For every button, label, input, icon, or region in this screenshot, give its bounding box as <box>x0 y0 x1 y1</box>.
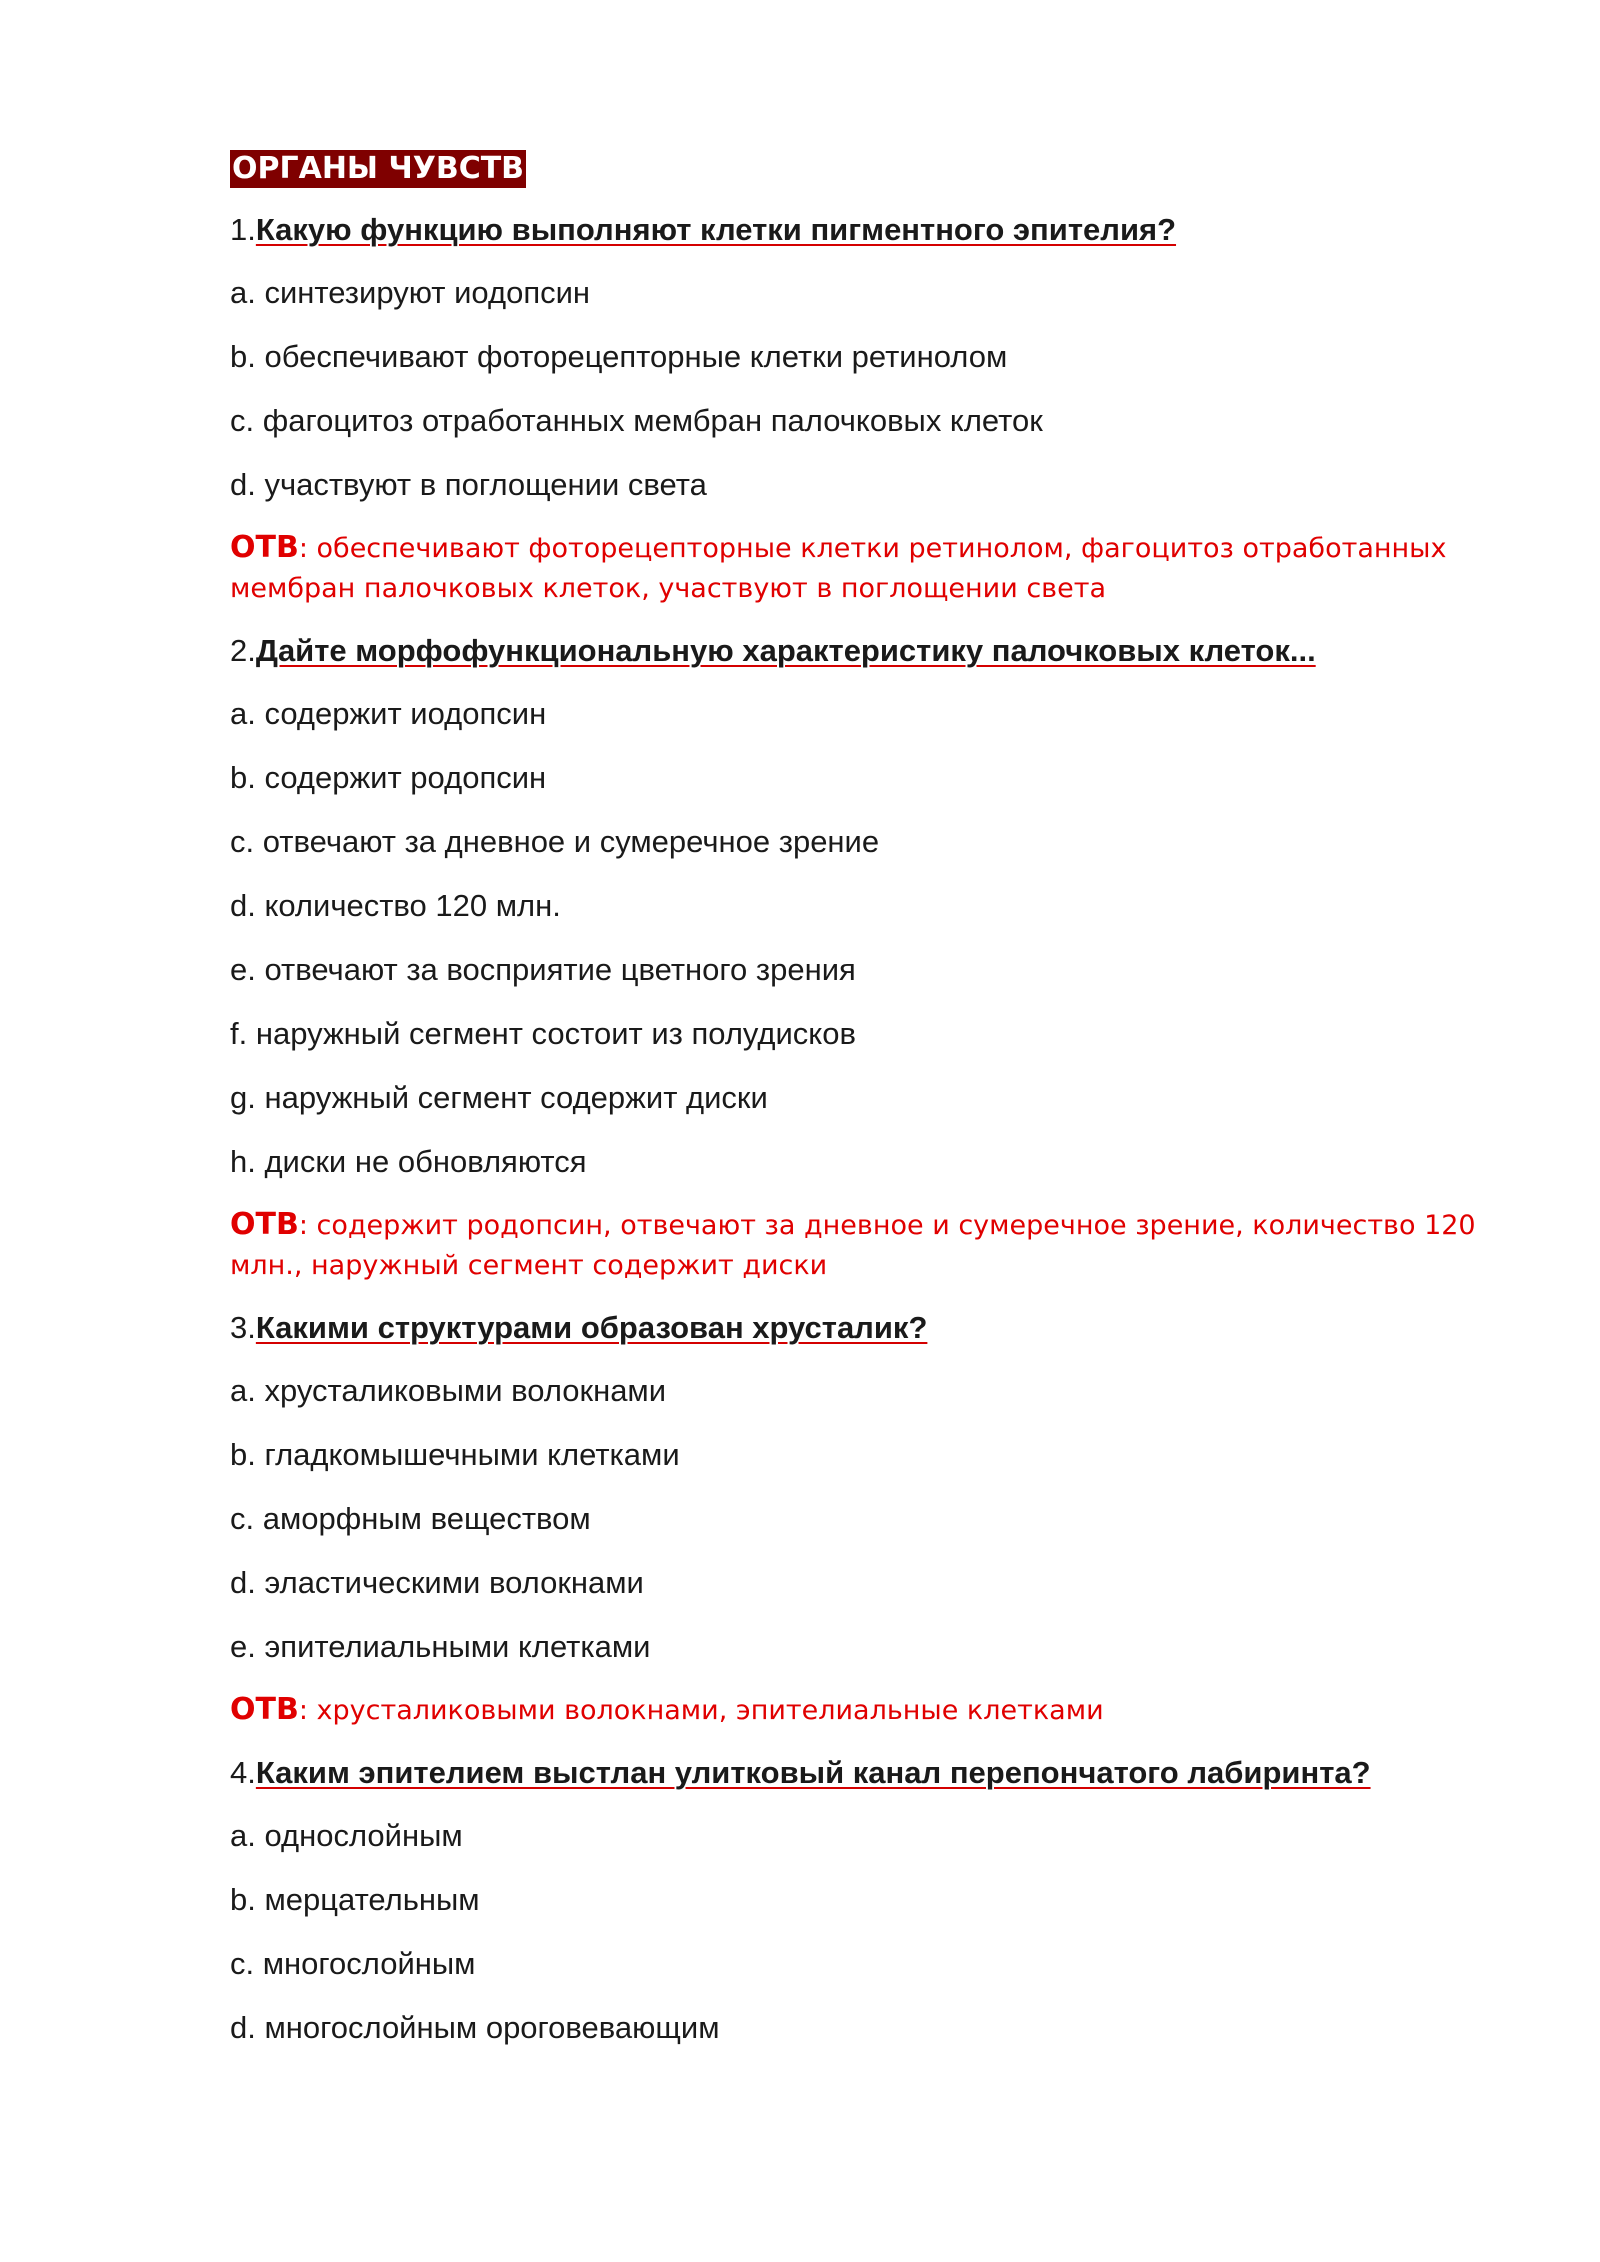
question-1 <box>230 210 1480 609</box>
option-d: d. количество 120 млн. <box>230 888 561 923</box>
question-2 <box>230 631 1480 1286</box>
question-heading <box>230 631 1480 671</box>
question-text: Какую функцию выполняют клетки пигментного эпителия? <box>255 212 1177 247</box>
question-number: 2. <box>230 633 256 668</box>
answer-label: ОТВ <box>230 1207 299 1242</box>
question-text: Каким эпителием выстлан улитковый канал перепончатого лабиринта? <box>255 1755 1371 1790</box>
question-text: Дайте морфофункциональную характеристику палочковых клеток... <box>255 633 1316 668</box>
question-4 <box>230 1753 1480 2049</box>
option-b: b. мерцательным <box>230 1882 480 1917</box>
question-heading <box>230 210 1480 250</box>
question-number: 4. <box>230 1755 256 1790</box>
question-text: Какими структурами образован хрусталик? <box>255 1310 928 1345</box>
answer <box>230 1205 1480 1286</box>
question-number: 1. <box>230 212 256 247</box>
option-c: c. отвечают за дневное и сумеречное зрение <box>230 824 880 859</box>
option-a: a. хрусталиковыми волокнами <box>230 1373 667 1408</box>
option-h: h. диски не обновляются <box>230 1144 587 1179</box>
question-number: 3. <box>230 1310 256 1345</box>
option-d: d. многослойным ороговевающим <box>230 2010 720 2045</box>
answer-text: : хрусталиковыми волокнами, эпителиальные клетками <box>298 1695 1104 1726</box>
option-c: c. многослойным <box>230 1946 476 1981</box>
answer-label: ОТВ <box>230 1692 299 1727</box>
option-f: f. наружный сегмент состоит из полудисков <box>230 1016 856 1051</box>
option-c: c. фагоцитоз отработанных мембран палочковых клеток <box>230 403 1043 438</box>
question-heading <box>230 1308 1480 1348</box>
document-page <box>230 150 1480 2071</box>
question-heading <box>230 1753 1480 1793</box>
option-d: d. участвуют в поглощении света <box>230 467 707 502</box>
option-g: g. наружный сегмент содержит диски <box>230 1080 768 1115</box>
option-b: b. содержит родопсин <box>230 760 547 795</box>
option-e: e. эпителиальными клетками <box>230 1629 651 1664</box>
answer-text: : обеспечивают фоторецепторные клетки ретинолом, фагоцитоз отработанных мембран палочковых клеток, участвуют в поглощении света <box>230 533 1447 604</box>
option-a: a. содержит иодопсин <box>230 696 547 731</box>
option-a: a. однослойным <box>230 1818 463 1853</box>
section-title: ОРГАНЫ ЧУВСТВ <box>232 151 525 186</box>
option-b: b. обеспечивают фоторецепторные клетки ретинолом <box>230 339 1008 374</box>
option-d: d. эластическими волокнами <box>230 1565 644 1600</box>
option-c: c. аморфным веществом <box>230 1501 591 1536</box>
answer-label: ОТВ <box>230 530 299 565</box>
option-a: a. синтезируют иодопсин <box>230 275 591 310</box>
answer <box>230 528 1480 609</box>
option-e: e. отвечают за восприятие цветного зрения <box>230 952 856 987</box>
question-3 <box>230 1308 1480 1731</box>
option-b: b. гладкомышечными клетками <box>230 1437 680 1472</box>
answer <box>230 1690 1480 1731</box>
answer-text: : содержит родопсин, отвечают за дневное и сумеречное зрение, количество 120 млн., наружный сегмент содержит диски <box>230 1210 1476 1281</box>
